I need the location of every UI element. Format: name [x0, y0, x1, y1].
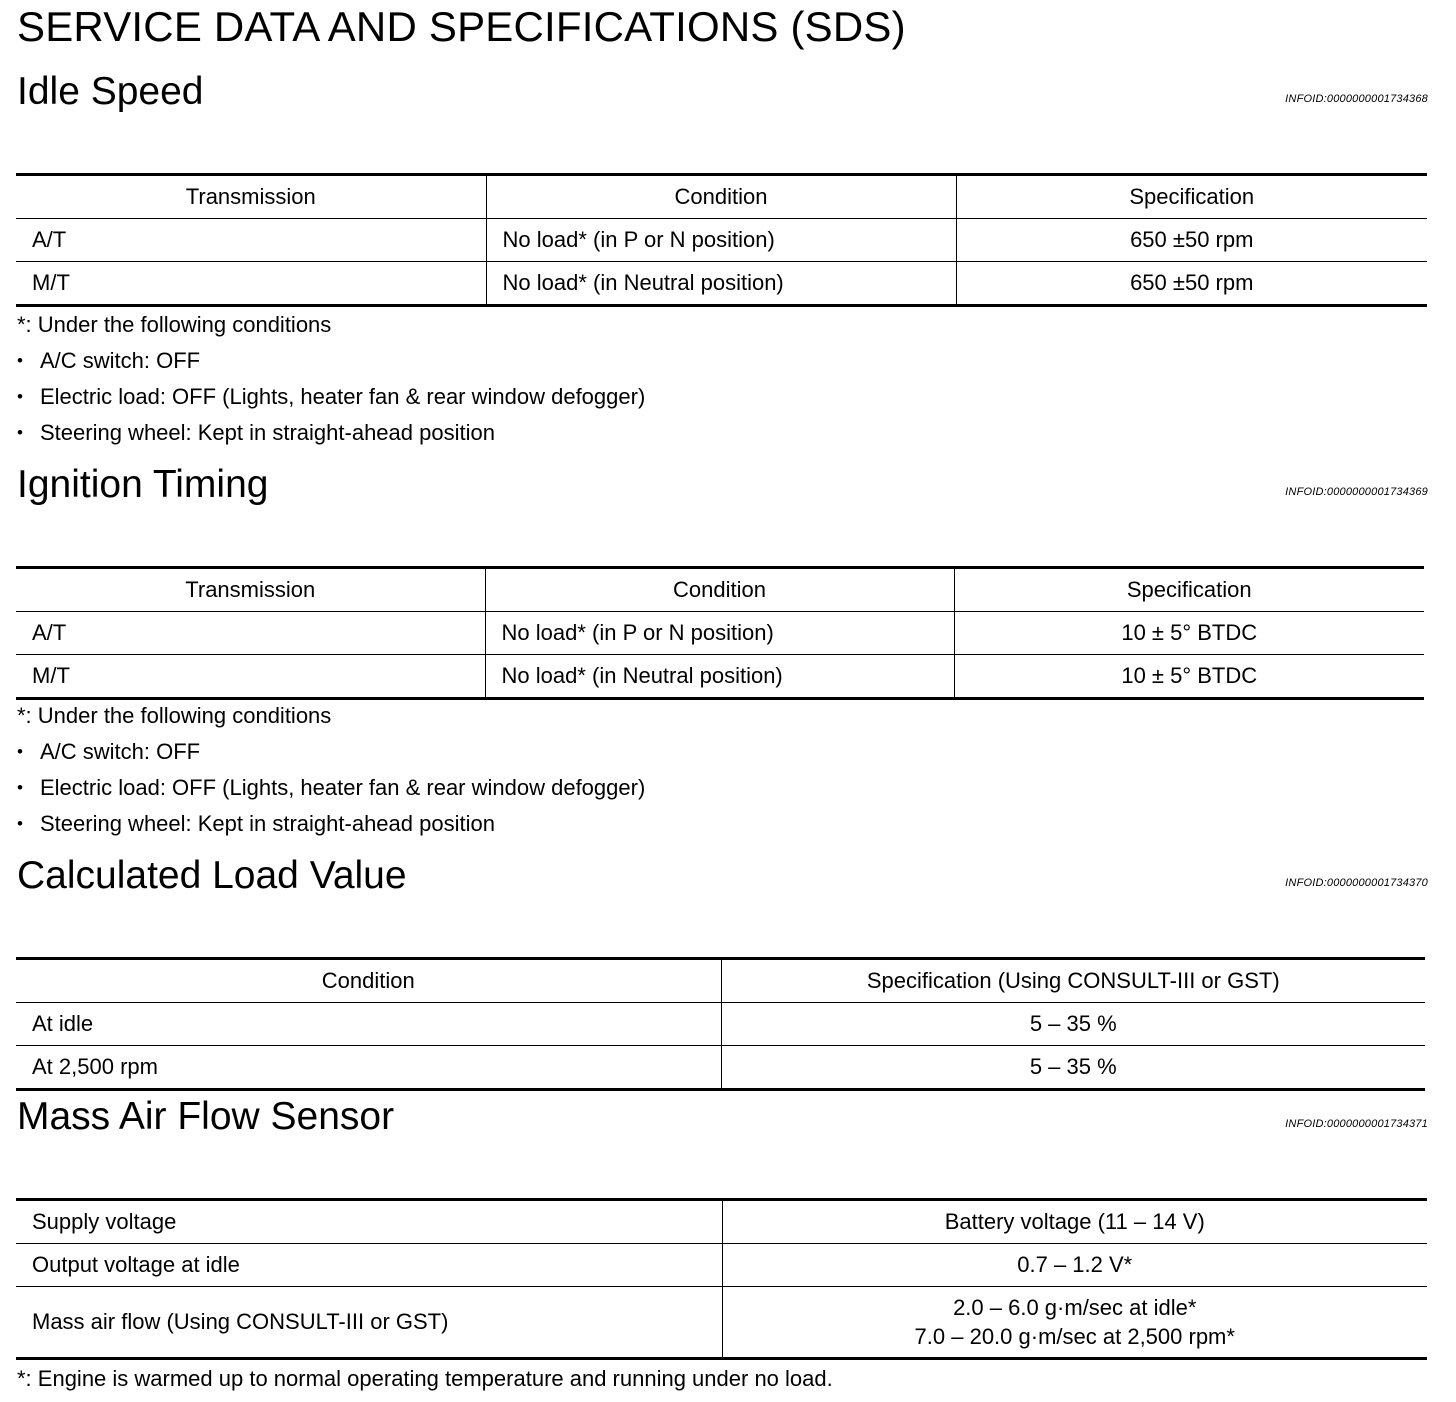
table-row	[16, 1003, 1425, 1046]
idle-speed-notes	[17, 307, 645, 451]
column-header: Condition	[16, 959, 721, 1003]
ignition-timing-infoid: INFOID:0000000001734369	[1285, 486, 1428, 498]
item-cell: Mass air flow (Using CONSULT-III or GST)	[32, 1309, 449, 1334]
idle-speed-table	[16, 173, 1427, 307]
spec-line: 2.0 – 6.0 g·m/sec at idle*	[953, 1295, 1197, 1320]
page-title: SERVICE DATA AND SPECIFICATIONS (SDS)	[17, 3, 906, 50]
note-item: • Steering wheel: Kept in straight-ahead position	[17, 806, 645, 842]
note-item: • A/C switch: OFF	[17, 734, 645, 770]
ignition-timing-notes	[17, 698, 645, 842]
condition-cell: At idle	[16, 1003, 721, 1046]
maf-footnote: *: Engine is warmed up to normal operating temperature and running under no load.	[17, 1366, 833, 1391]
column-header: Specification	[954, 568, 1424, 612]
specification-cell: 650 ±50 rpm	[956, 219, 1427, 262]
maf-sensor-heading: Mass Air Flow Sensor	[17, 1095, 395, 1138]
table-header-row	[16, 959, 1425, 1003]
specification-cell: 650 ±50 rpm	[956, 262, 1427, 306]
maf-sensor-table	[16, 1198, 1427, 1360]
condition-cell: At 2,500 rpm	[32, 1054, 158, 1079]
note-item: • A/C switch: OFF	[17, 343, 645, 379]
column-header: Transmission	[16, 175, 486, 219]
specification-cell: 5 – 35 %	[721, 1046, 1425, 1090]
column-header: Condition	[485, 568, 954, 612]
ignition-timing-table	[16, 566, 1424, 700]
specification-cell: 10 ± 5° BTDC	[954, 655, 1424, 699]
item-cell: Output voltage at idle	[16, 1244, 722, 1287]
specification-cell: Battery voltage (11 – 14 V)	[722, 1200, 1427, 1244]
calculated-load-table	[16, 957, 1425, 1091]
condition-cell: No load* (in Neutral position)	[486, 262, 956, 306]
column-header: Condition	[486, 175, 956, 219]
item-cell: Supply voltage	[16, 1200, 722, 1244]
transmission-cell: A/T	[16, 612, 485, 655]
note-item: • Steering wheel: Kept in straight-ahead position	[17, 415, 645, 451]
spec-line: 7.0 – 20.0 g·m/sec at 2,500 rpm*	[914, 1324, 1235, 1349]
table-row	[16, 262, 1427, 306]
specification-cell	[722, 1287, 1427, 1359]
calculated-load-heading: Calculated Load Value	[17, 854, 407, 897]
table-header-row	[16, 175, 1427, 219]
condition-cell: No load* (in P or N position)	[485, 612, 954, 655]
table-row	[16, 219, 1427, 262]
table-row	[16, 1200, 1427, 1244]
column-header: Specification (Using CONSULT-III or GST)	[721, 959, 1425, 1003]
calculated-load-infoid: INFOID:0000000001734370	[1285, 877, 1428, 889]
condition-cell: No load* (in P or N position)	[486, 219, 956, 262]
note-item: • Electric load: OFF (Lights, heater fan & rear window defogger)	[17, 379, 645, 415]
column-header: Transmission	[16, 568, 485, 612]
specification-cell: 5 – 35 %	[721, 1003, 1425, 1046]
table-row	[16, 1287, 1427, 1359]
table-row	[16, 1046, 1425, 1090]
table-row	[16, 612, 1424, 655]
note-item: • Electric load: OFF (Lights, heater fan & rear window defogger)	[17, 770, 645, 806]
specification-cell: 10 ± 5° BTDC	[954, 612, 1424, 655]
maf-sensor-infoid: INFOID:0000000001734371	[1285, 1118, 1428, 1130]
column-header: Specification	[956, 175, 1427, 219]
note-title: *: Under the following conditions	[17, 312, 332, 337]
transmission-cell: A/T	[16, 219, 486, 262]
transmission-cell: M/T	[32, 270, 70, 295]
condition-cell: No load* (in Neutral position)	[485, 655, 954, 699]
table-row	[16, 655, 1424, 699]
specification-cell: 0.7 – 1.2 V*	[722, 1244, 1427, 1287]
ignition-timing-heading: Ignition Timing	[17, 463, 269, 506]
table-header-row	[16, 568, 1424, 612]
transmission-cell: M/T	[32, 663, 70, 688]
table-row	[16, 1244, 1427, 1287]
idle-speed-infoid: INFOID:0000000001734368	[1285, 93, 1428, 105]
note-title: *: Under the following conditions	[17, 703, 332, 728]
idle-speed-heading: Idle Speed	[17, 70, 204, 113]
